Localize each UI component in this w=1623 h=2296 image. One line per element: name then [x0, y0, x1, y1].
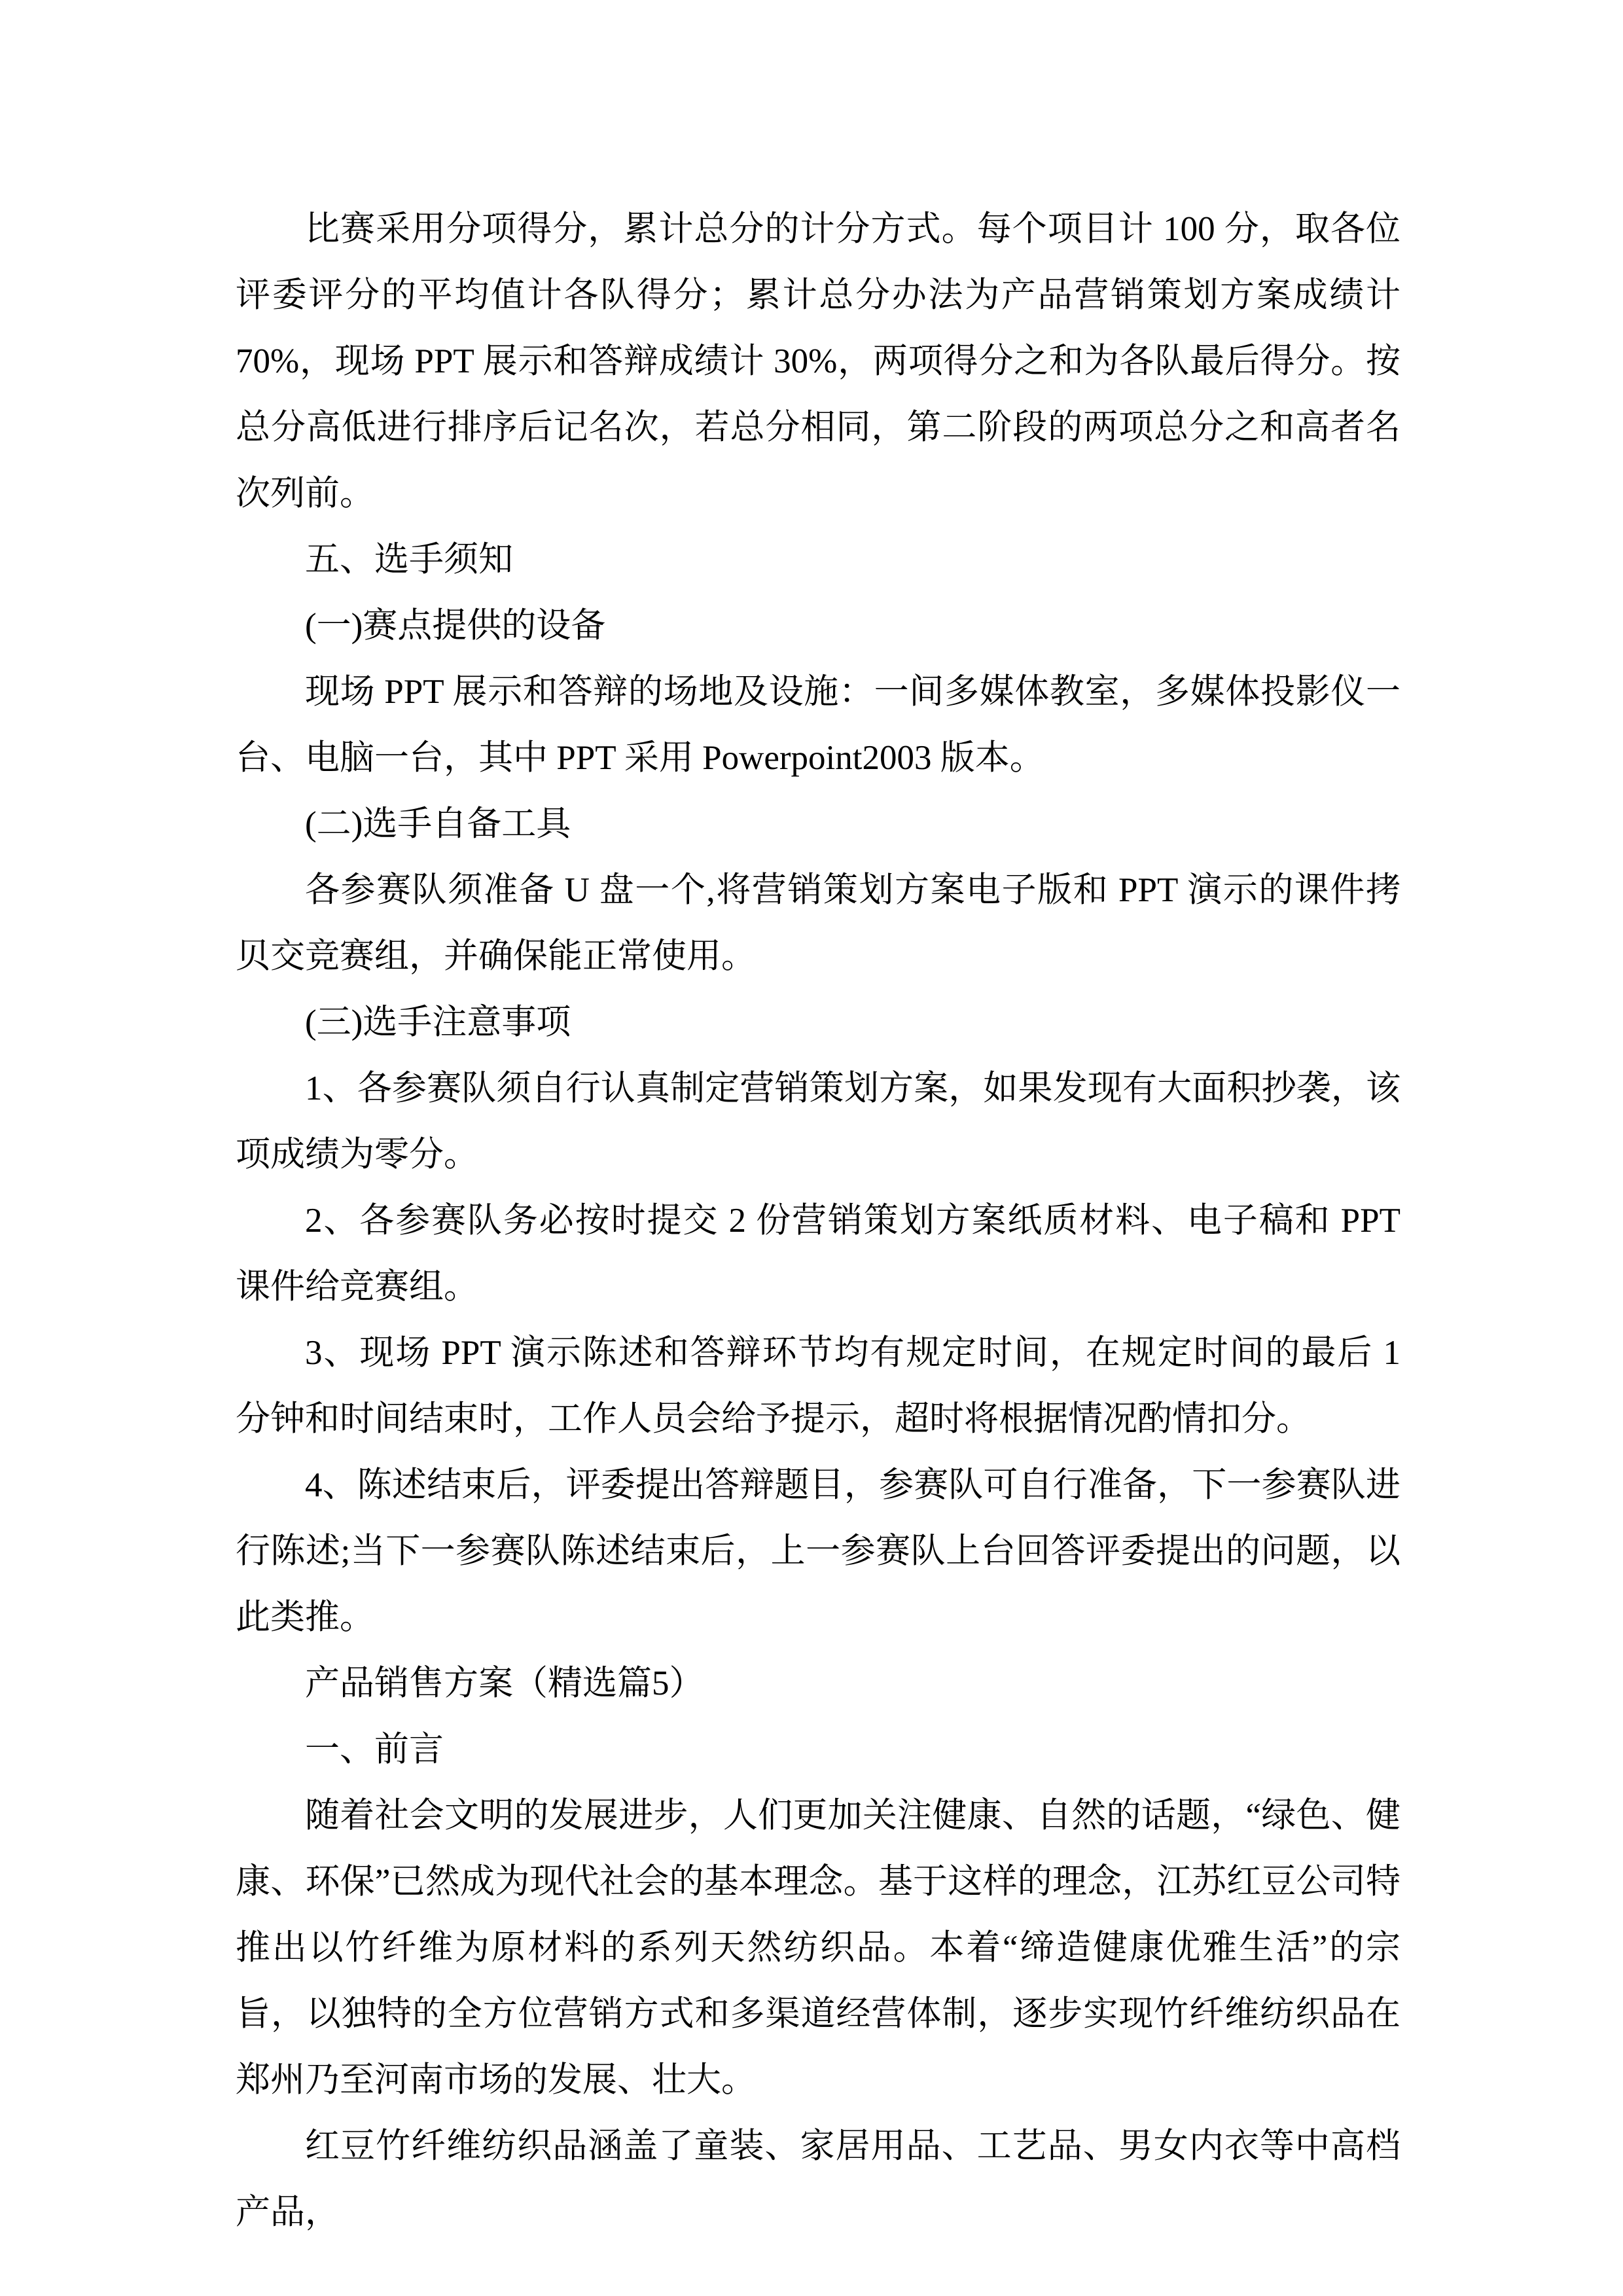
paragraph: 1、各参赛队须自行认真制定营销策划方案，如果发现有大面积抄袭，该项成绩为零分。 — [236, 1069, 1400, 1174]
section-heading: 五、选手须知 — [305, 541, 513, 579]
section-title: 产品销售方案（精选篇5） — [305, 1664, 704, 1702]
paragraph: 2、各参赛队务必按时提交 2 份营销策划方案纸质材料、电子稿和 PPT 课件给竞赛组。 — [236, 1202, 1400, 1306]
paragraph: 现场 PPT 展示和答辩的场地及设施：一间多媒体教室，多媒体投影仪一台、电脑一台，其中 PPT 采用 Powerpoint2003 版本。 — [236, 673, 1400, 777]
paragraph: 比赛采用分项得分，累计总分的计分方式。每个项目计 100 分，取各位评委评分的平均值计各队得分；累计总分办法为产品营销策划方案成绩计 70%，现场 PPT 展示和答辩成绩计 30%，两项得分之和为各队最后得分。按总分高低进行排序后记名次，若总分相同，第二阶段的两项总分之和高者名次列前。 — [236, 210, 1400, 512]
sub-heading: (二)选手自备工具 — [305, 805, 571, 843]
sub-heading: 一、前言 — [305, 1731, 444, 1768]
paragraph: 4、陈述结束后，评委提出答辩题目，参赛队可自行准备，下一参赛队进行陈述;当下一参赛队陈述结束后，上一参赛队上台回答评委提出的问题，以此类推。 — [236, 1466, 1400, 1636]
paragraph: 各参赛队须准备 U 盘一个,将营销策划方案电子版和 PPT 演示的课件拷贝交竞赛组，并确保能正常使用。 — [236, 871, 1400, 975]
sub-heading: (三)选手注意事项 — [305, 1003, 571, 1041]
document-body — [236, 196, 1400, 2246]
sub-heading: (一)赛点提供的设备 — [305, 607, 606, 645]
paragraph: 红豆竹纤维纺织品涵盖了童装、家居用品、工艺品、男女内衣等中高档产品， — [236, 2127, 1400, 2231]
paragraph: 随着社会文明的发展进步，人们更加关注健康、自然的话题，“绿色、健康、环保”已然成为现代社会的基本理念。基于这样的理念，江苏红豆公司特推出以竹纤维为原材料的系列天然纺织品。本着“缔造健康优雅生活”的宗旨，以独特的全方位营销方式和多渠道经营体制，逐步实现竹纤维纺织品在郑州乃至河南市场的发展、壮大。 — [236, 1797, 1400, 2099]
paragraph: 3、现场 PPT 演示陈述和答辩环节均有规定时间，在规定时间的最后 1 分钟和时间结束时，工作人员会给予提示，超时将根据情况酌情扣分。 — [236, 1334, 1400, 1438]
